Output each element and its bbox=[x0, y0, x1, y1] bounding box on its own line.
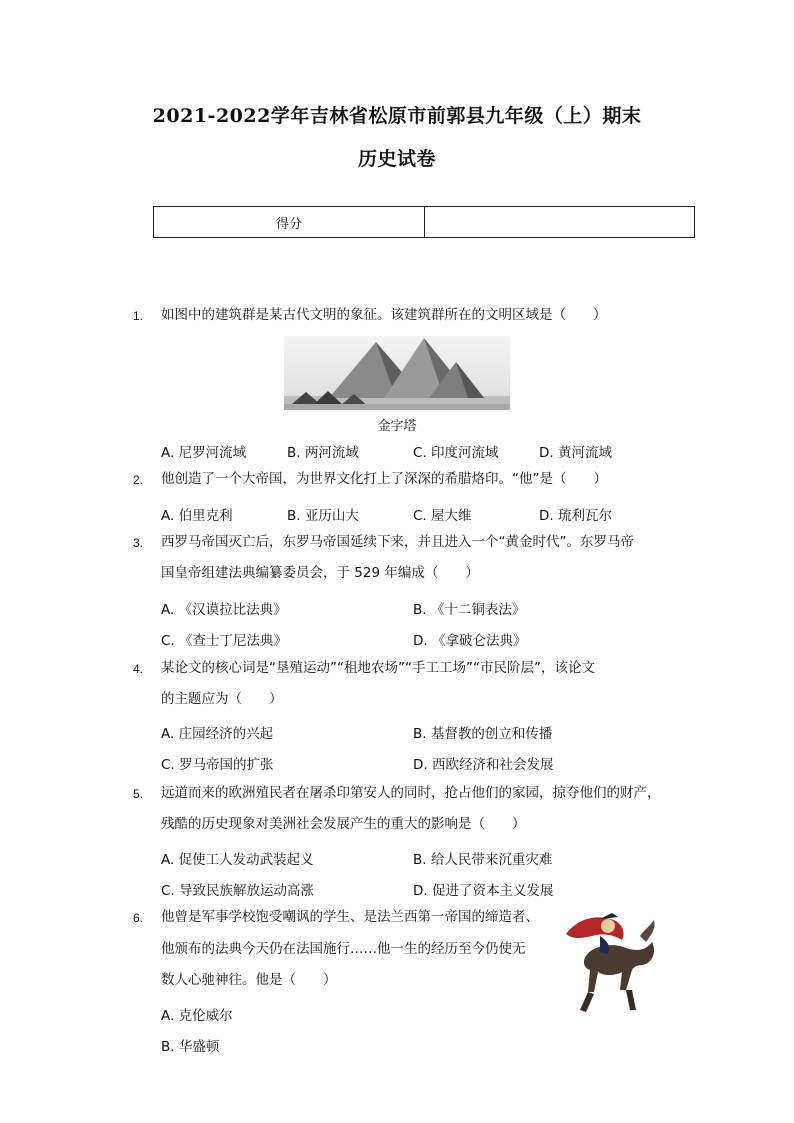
exam-title-line1: 2021-2022学年吉林省松原市前郭县九年级（上）期末 bbox=[152, 105, 642, 127]
option-c[interactable]: C. 屋大维 bbox=[413, 508, 472, 524]
question-text-line3: 数人心驰神往。他是（ ） bbox=[161, 972, 337, 988]
question-text-line2: 残酷的历史现象对美洲社会发展产生的重大的影响是（ ） bbox=[161, 816, 526, 832]
napoleon-horse-image bbox=[556, 906, 660, 1016]
option-c[interactable]: C. 印度河流域 bbox=[413, 445, 499, 461]
image-caption: 金字塔 bbox=[377, 419, 417, 434]
question-text-line2: 国皇帝组建法典编纂委员会，于 529 年编成（ ） bbox=[161, 565, 479, 581]
option-a[interactable]: A. 伯里克利 bbox=[161, 508, 233, 524]
option-d[interactable]: D. 琉利瓦尔 bbox=[539, 508, 612, 524]
pyramids-image bbox=[284, 336, 510, 410]
option-a[interactable]: A. 克伦威尔 bbox=[161, 1008, 233, 1024]
option-a[interactable]: A. 促使工人发动武装起义 bbox=[161, 852, 314, 868]
question-number: 2. bbox=[133, 473, 144, 487]
option-d[interactable]: D. 西欧经济和社会发展 bbox=[413, 757, 554, 773]
question-number: 3. bbox=[133, 536, 144, 550]
score-value[interactable] bbox=[425, 207, 695, 238]
score-table bbox=[153, 206, 695, 238]
exam-title-line2: 历史试卷 bbox=[357, 148, 436, 170]
option-b[interactable]: B. 华盛顿 bbox=[161, 1039, 220, 1055]
question-text-line1: 远道而来的欧洲殖民者在屠杀印第安人的同时，抢占他们的家园，掠夺他们的财产， bbox=[161, 785, 661, 801]
score-label: 得分 bbox=[154, 207, 425, 238]
option-d[interactable]: D. 促进了资本主义发展 bbox=[413, 883, 554, 899]
option-c[interactable]: C. 导致民族解放运动高涨 bbox=[161, 883, 315, 899]
option-d[interactable]: D. 黄河流域 bbox=[539, 445, 612, 461]
question-text-line1: 西罗马帝国灭亡后，东罗马帝国延续下来，并且进入一个“黄金时代”。东罗马帝 bbox=[161, 534, 634, 550]
option-d[interactable]: D. 《拿破仑法典》 bbox=[413, 633, 527, 649]
question-number: 6. bbox=[133, 911, 144, 925]
option-b[interactable]: B. 基督教的创立和传播 bbox=[413, 726, 553, 742]
question-number: 1. bbox=[133, 309, 144, 323]
option-c[interactable]: C. 罗马帝国的扩张 bbox=[161, 757, 274, 773]
option-b[interactable]: B. 亚历山大 bbox=[287, 508, 359, 524]
question-text-line2: 的主题应为（ ） bbox=[161, 691, 283, 707]
question-number: 4. bbox=[133, 662, 144, 676]
option-b[interactable]: B. 两河流域 bbox=[287, 445, 359, 461]
question-text-line1: 他曾是军事学校饱受嘲讽的学生、是法兰西第一帝国的缔造者、 bbox=[161, 909, 539, 925]
option-b[interactable]: B. 给人民带来沉重灾难 bbox=[413, 852, 553, 868]
question-text-line2: 他颁布的法典今天仍在法国施行……他一生的经历至今仍使无 bbox=[161, 941, 526, 957]
option-a[interactable]: A. 《汉谟拉比法典》 bbox=[161, 602, 287, 618]
question-text: 如图中的建筑群是某古代文明的象征。该建筑群所在的文明区域是（ ） bbox=[161, 307, 607, 323]
option-c[interactable]: C. 《查士丁尼法典》 bbox=[161, 633, 288, 649]
question-number: 5. bbox=[133, 787, 144, 801]
option-b[interactable]: B. 《十二铜表法》 bbox=[413, 602, 526, 618]
question-text-line1: 某论文的核心词是“垦殖运动”“租地农场”“手工工场”“市民阶层”，该论文 bbox=[161, 660, 595, 676]
option-a[interactable]: A. 庄园经济的兴起 bbox=[161, 726, 274, 742]
question-text: 他创造了一个大帝国，为世界文化打上了深深的希腊烙印。“他”是（ ） bbox=[161, 471, 607, 487]
option-a[interactable]: A. 尼罗河流域 bbox=[161, 445, 247, 461]
